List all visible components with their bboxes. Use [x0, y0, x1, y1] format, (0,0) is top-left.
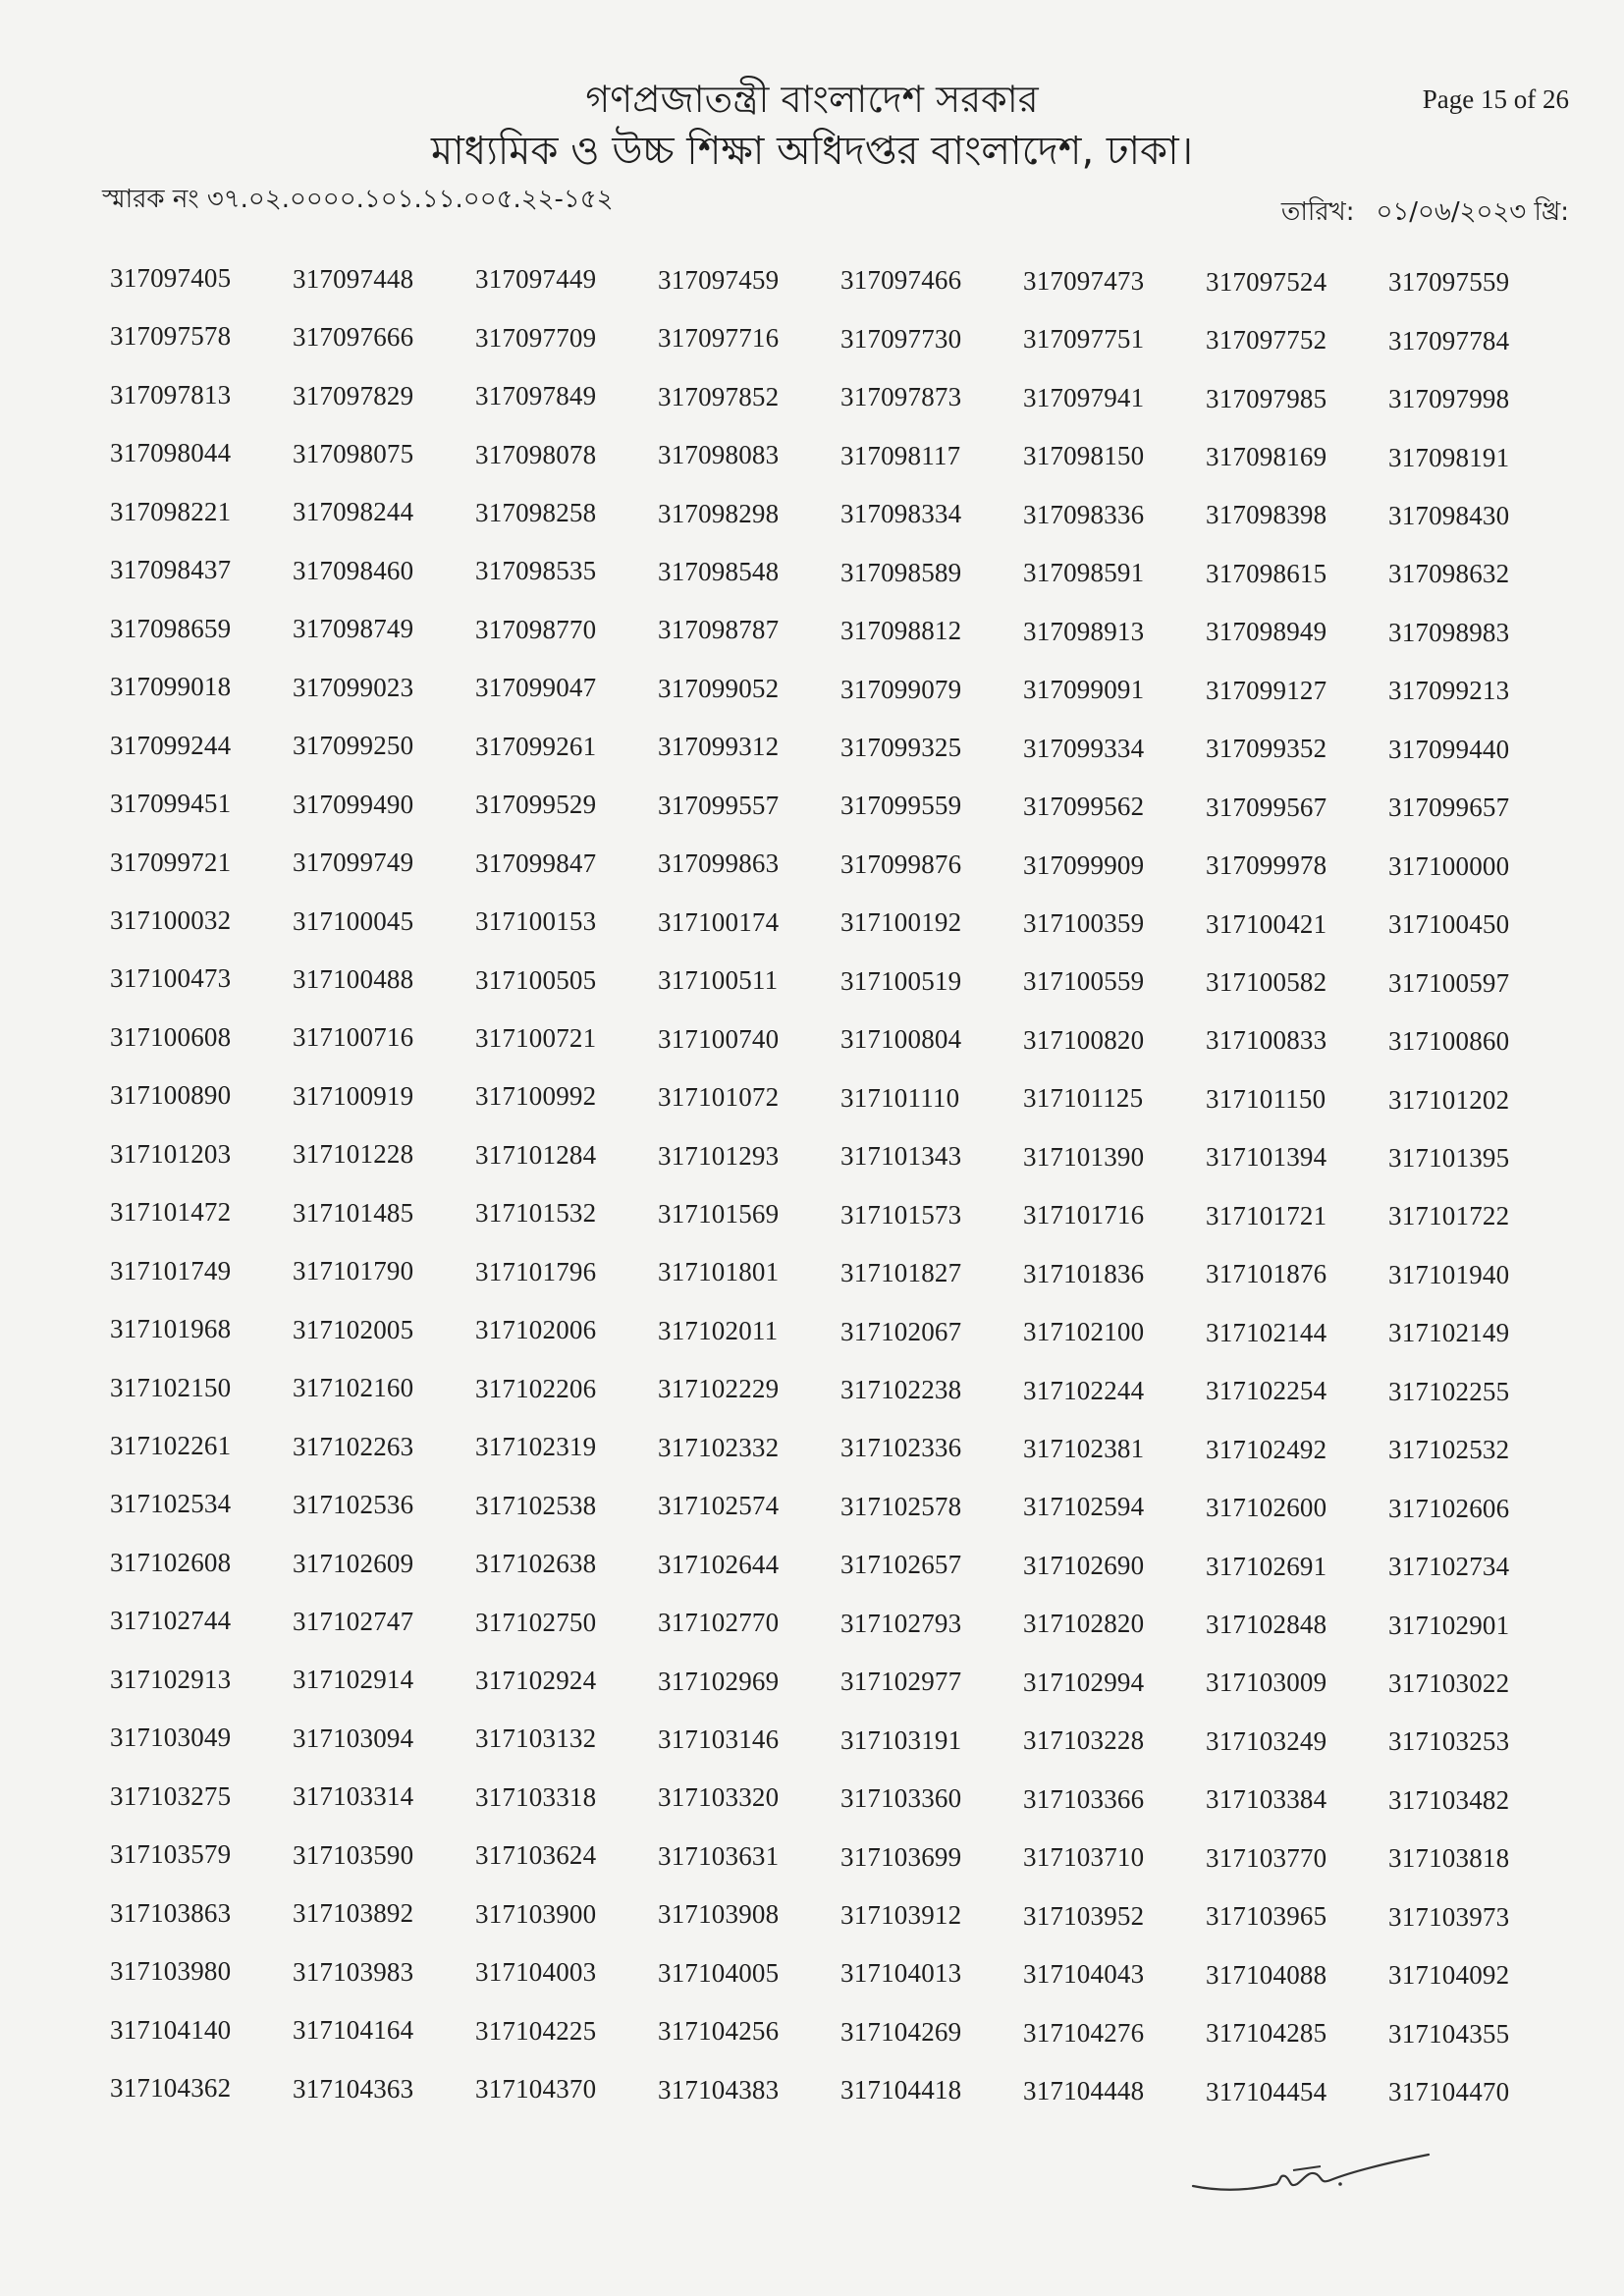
- table-row: [110, 2016, 1583, 2075]
- roll-number-cell: 317102144: [1206, 1317, 1327, 1347]
- roll-number-cell: 317101876: [1206, 1259, 1327, 1289]
- roll-number-cell: 317100721: [475, 1023, 597, 1054]
- roll-number-cell: 317102901: [1388, 1610, 1510, 1640]
- roll-number-cell: 317099721: [110, 847, 232, 877]
- roll-number-cell: 317100174: [658, 906, 780, 937]
- roll-number-cell: 317103952: [1023, 1900, 1145, 1931]
- roll-number-cell: 317103320: [658, 1782, 780, 1813]
- roll-number-cell: 317104363: [293, 2073, 414, 2104]
- roll-number-grid: [110, 263, 1583, 2133]
- roll-number-cell: 317099909: [1023, 849, 1145, 880]
- roll-number-cell: 317097752: [1206, 325, 1327, 355]
- roll-number-cell: 317097941: [1023, 382, 1145, 412]
- roll-number-cell: 317099352: [1206, 734, 1327, 764]
- roll-number-cell: 317097448: [293, 263, 414, 294]
- roll-number-cell: 317100890: [110, 1080, 232, 1111]
- roll-number-cell: 317097873: [840, 382, 962, 412]
- roll-number-cell: 317102793: [840, 1608, 962, 1638]
- roll-number-cell: 317102100: [1023, 1317, 1145, 1347]
- roll-number-cell: 317098913: [1023, 616, 1145, 646]
- table-row: [110, 1023, 1583, 1082]
- roll-number-cell: 317100511: [658, 965, 779, 996]
- roll-number-cell: 317097473: [1023, 266, 1145, 296]
- roll-number-cell: 317102638: [475, 1549, 597, 1579]
- roll-number-cell: 317101228: [293, 1139, 414, 1170]
- roll-number-cell: 317097524: [1206, 266, 1327, 297]
- roll-number-cell: 317102747: [293, 1606, 414, 1636]
- table-row: [110, 380, 1583, 439]
- roll-number-cell: 317104256: [658, 2016, 780, 2047]
- roll-number-cell: 317099847: [475, 847, 597, 878]
- roll-number-cell: 317099334: [1023, 733, 1145, 763]
- roll-number-cell: 317104362: [110, 2072, 232, 2103]
- roll-number-cell: 317097716: [658, 323, 780, 354]
- table-row: [110, 964, 1583, 1023]
- roll-number-cell: 317103818: [1388, 1843, 1510, 1874]
- roll-number-cell: 317099091: [1023, 675, 1145, 705]
- roll-number-cell: 317102969: [658, 1666, 780, 1696]
- roll-number-cell: 317103366: [1023, 1783, 1145, 1814]
- roll-number-cell: 317102744: [110, 1606, 232, 1636]
- roll-number-cell: 317104003: [475, 1957, 597, 1988]
- roll-number-cell: 317104470: [1388, 2077, 1510, 2107]
- roll-number-cell: 317103983: [293, 1956, 414, 1987]
- roll-number-cell: 317098221: [110, 496, 232, 526]
- roll-number-cell: 317102913: [110, 1664, 232, 1694]
- roll-number-cell: 317102263: [293, 1431, 414, 1461]
- roll-number-cell: 317098258: [475, 498, 597, 527]
- roll-number-cell: 317098548: [658, 557, 780, 587]
- roll-number-cell: 317104355: [1388, 2018, 1510, 2049]
- table-row: [110, 556, 1583, 615]
- roll-number-cell: 317101202: [1388, 1084, 1510, 1115]
- signature-icon: [1183, 2141, 1438, 2210]
- roll-number-cell: 317101125: [1023, 1083, 1144, 1114]
- roll-number-cell: 317102977: [840, 1667, 962, 1697]
- roll-number-cell: 317102244: [1023, 1375, 1145, 1405]
- roll-number-cell: 317103009: [1206, 1667, 1327, 1698]
- roll-number-cell: 317104088: [1206, 1959, 1327, 1990]
- roll-number-cell: 317100192: [840, 907, 962, 938]
- roll-number-cell: 317098244: [293, 497, 414, 527]
- roll-number-cell: 317103590: [293, 1839, 414, 1870]
- roll-number-cell: 317103482: [1388, 1784, 1510, 1815]
- roll-number-cell: 317102609: [293, 1548, 414, 1578]
- roll-number-cell: 317102229: [658, 1374, 780, 1404]
- roll-number-cell: 317099312: [658, 732, 780, 762]
- roll-number-cell: 317101472: [110, 1197, 232, 1228]
- roll-number-cell: 317098075: [293, 438, 414, 468]
- memo-number: স্মারক নং ৩৭.০২.০০০০.১০১.১১.০০৫.২২-১৫২: [102, 185, 614, 214]
- roll-number-cell: 317103579: [110, 1839, 232, 1870]
- roll-number-cell: 317102750: [475, 1607, 597, 1637]
- roll-number-cell: 317099876: [840, 848, 962, 879]
- roll-number-cell: 317101150: [1206, 1083, 1326, 1114]
- table-row: [110, 1608, 1583, 1667]
- roll-number-cell: 317102578: [840, 1491, 962, 1521]
- roll-number-cell: 317102734: [1388, 1552, 1510, 1582]
- roll-number-cell: 317102770: [658, 1608, 780, 1638]
- roll-number-cell: 317100820: [1023, 1024, 1145, 1055]
- roll-number-cell: 317099451: [110, 789, 232, 819]
- roll-number-cell: 317102574: [658, 1491, 780, 1521]
- roll-number-cell: 317103710: [1023, 1842, 1145, 1873]
- roll-number-cell: 317104383: [658, 2074, 780, 2105]
- roll-number-cell: 317102006: [475, 1315, 597, 1345]
- roll-number-cell: 317101722: [1388, 1201, 1510, 1231]
- roll-number-cell: 317097784: [1388, 325, 1510, 355]
- roll-number-cell: 317101110: [840, 1082, 960, 1113]
- roll-number-cell: 317097405: [110, 263, 232, 293]
- roll-number-cell: 317097709: [475, 322, 597, 353]
- table-row: [110, 1081, 1583, 1140]
- roll-number-cell: 317103022: [1388, 1668, 1510, 1698]
- roll-number-cell: 317099557: [658, 790, 780, 820]
- roll-number-cell: 317102690: [1023, 1550, 1145, 1580]
- table-row: [110, 1198, 1583, 1257]
- table-row: [110, 1315, 1583, 1374]
- roll-number-cell: 317100359: [1023, 907, 1145, 938]
- roll-number-cell: 317098336: [1023, 499, 1145, 529]
- roll-number-cell: 317101749: [110, 1255, 232, 1285]
- roll-number-cell: 317098078: [475, 439, 597, 469]
- roll-number-cell: 317100421: [1206, 908, 1327, 939]
- roll-number-cell: 317099567: [1206, 792, 1327, 822]
- roll-number-cell: 317101284: [475, 1139, 597, 1170]
- roll-number-cell: 317097666: [293, 322, 414, 353]
- roll-number-cell: 317101940: [1388, 1259, 1510, 1289]
- roll-number-cell: 317102336: [840, 1433, 962, 1463]
- roll-number-cell: 317097578: [110, 321, 232, 352]
- roll-number-cell: 317101836: [1023, 1258, 1145, 1288]
- roll-number-cell: 317098117: [840, 440, 961, 470]
- roll-number-cell: 317098659: [110, 613, 232, 643]
- roll-number-cell: 317101485: [293, 1197, 414, 1228]
- roll-number-cell: 317100833: [1206, 1025, 1327, 1056]
- table-row: [110, 1724, 1583, 1783]
- roll-number-cell: 317101394: [1206, 1142, 1327, 1173]
- roll-number-cell: 317100804: [840, 1024, 962, 1055]
- table-row: [110, 1549, 1583, 1608]
- roll-number-cell: 317100488: [293, 964, 414, 994]
- roll-number-cell: 317101343: [840, 1141, 962, 1172]
- roll-number-cell: 317098334: [840, 499, 962, 529]
- roll-number-cell: 317103049: [110, 1722, 232, 1753]
- roll-number-cell: 317099047: [475, 673, 597, 703]
- roll-number-cell: 317104269: [840, 2016, 962, 2047]
- roll-number-cell: 317103094: [293, 1722, 414, 1753]
- roll-number-cell: 317104448: [1023, 2075, 1145, 2105]
- roll-number-cell: 317099127: [1206, 675, 1327, 705]
- roll-number-cell: 317099079: [840, 674, 962, 704]
- table-row: [110, 1374, 1583, 1433]
- roll-number-cell: 317102492: [1206, 1434, 1327, 1464]
- roll-number-cell: 317100992: [475, 1081, 597, 1112]
- roll-number-cell: 317099657: [1388, 793, 1510, 823]
- roll-number-cell: 317101203: [110, 1138, 232, 1169]
- table-row: [110, 1491, 1583, 1550]
- table-row: [110, 439, 1583, 498]
- roll-number-cell: 317102536: [293, 1490, 414, 1520]
- roll-number-cell: 317098535: [475, 556, 597, 586]
- roll-number-cell: 317100450: [1388, 909, 1510, 940]
- roll-number-cell: 317102005: [293, 1314, 414, 1344]
- roll-number-cell: 317097730: [840, 323, 962, 354]
- roll-number-cell: 317099244: [110, 730, 232, 760]
- roll-number-cell: 317097466: [840, 265, 962, 296]
- roll-number-cell: 317097998: [1388, 384, 1510, 414]
- roll-number-cell: 317098437: [110, 555, 232, 585]
- roll-number-cell: 317100608: [110, 1021, 232, 1052]
- roll-number-cell: 317098430: [1388, 501, 1510, 530]
- roll-number-cell: 317104454: [1206, 2076, 1327, 2106]
- table-row: [110, 497, 1583, 556]
- roll-number-cell: 317097559: [1388, 267, 1510, 298]
- roll-number-cell: 317102820: [1023, 1609, 1145, 1639]
- table-row: [110, 614, 1583, 673]
- roll-number-cell: 317103275: [110, 1780, 232, 1811]
- roll-number-cell: 317102594: [1023, 1492, 1145, 1522]
- table-row: [110, 673, 1583, 732]
- roll-number-cell: 317104140: [110, 2014, 232, 2045]
- roll-number-cell: 317101721: [1206, 1200, 1327, 1230]
- roll-number-cell: 317103770: [1206, 1842, 1327, 1873]
- roll-number-cell: 317099052: [658, 673, 780, 703]
- roll-number-cell: 317104043: [1023, 1959, 1145, 1990]
- roll-number-cell: 317102848: [1206, 1609, 1327, 1639]
- roll-number-cell: 317102924: [475, 1666, 597, 1695]
- roll-number-cell: 317099529: [475, 790, 597, 820]
- roll-number-cell: 317104418: [840, 2075, 962, 2105]
- roll-number-cell: 317100000: [1388, 850, 1510, 881]
- roll-number-cell: 317102150: [110, 1372, 232, 1402]
- government-title: গণপ্রজাতন্ত্রী বাংলাদেশ সরকার: [585, 78, 1039, 121]
- roll-number-cell: 317102238: [840, 1374, 962, 1404]
- roll-number-cell: 317103908: [658, 1899, 780, 1930]
- roll-number-cell: 317101801: [658, 1257, 780, 1287]
- roll-number-cell: 317102381: [1023, 1434, 1145, 1463]
- roll-number-cell: 317097849: [475, 381, 597, 411]
- roll-number-cell: 317104225: [475, 2015, 597, 2046]
- roll-number-cell: 317102067: [840, 1316, 962, 1346]
- roll-number-cell: 317103249: [1206, 1725, 1327, 1756]
- roll-number-cell: 317103631: [658, 1840, 780, 1871]
- roll-number-cell: 317100505: [475, 964, 597, 995]
- roll-number-cell: 317103863: [110, 1897, 232, 1928]
- roll-number-cell: 317100032: [110, 904, 232, 935]
- roll-number-cell: 317100919: [293, 1080, 414, 1111]
- roll-number-cell: 317097852: [658, 381, 780, 411]
- roll-number-cell: 317100559: [1023, 966, 1145, 997]
- roll-number-cell: 317103360: [840, 1783, 962, 1814]
- roll-number-cell: 317099325: [840, 733, 962, 762]
- roll-number-cell: 317099559: [840, 791, 962, 821]
- roll-number-cell: 317098787: [658, 615, 780, 645]
- roll-number-cell: 317102606: [1388, 1493, 1510, 1523]
- roll-number-cell: 317102149: [1388, 1318, 1510, 1348]
- roll-number-cell: 317099490: [293, 789, 414, 819]
- roll-number-cell: 317099440: [1388, 734, 1510, 764]
- roll-number-cell: 317098460: [293, 555, 414, 585]
- roll-number-cell: 317102644: [658, 1549, 780, 1579]
- table-row: [110, 1782, 1583, 1841]
- roll-number-cell: 317103965: [1206, 1901, 1327, 1932]
- roll-number-cell: 317104370: [475, 2074, 597, 2105]
- roll-number-cell: 317099023: [293, 672, 414, 702]
- table-row: [110, 1958, 1583, 2017]
- roll-number-cell: 317101569: [658, 1198, 780, 1229]
- roll-number-cell: 317101790: [293, 1256, 414, 1286]
- roll-number-cell: 317098949: [1206, 617, 1327, 647]
- roll-number-cell: 317099749: [293, 847, 414, 878]
- roll-number-cell: 317103699: [840, 1841, 962, 1872]
- roll-number-cell: 317101390: [1023, 1141, 1145, 1172]
- roll-number-cell: 317102608: [110, 1547, 232, 1577]
- table-row: [110, 790, 1583, 848]
- roll-number-cell: 317102319: [475, 1432, 597, 1462]
- roll-number-cell: 317098150: [1023, 441, 1145, 471]
- roll-number-cell: 317098169: [1206, 441, 1327, 471]
- roll-number-cell: 317097449: [475, 264, 597, 295]
- roll-number-cell: 317100153: [475, 906, 597, 937]
- roll-number-cell: 317097459: [658, 264, 780, 295]
- roll-number-cell: 317104005: [658, 1957, 780, 1988]
- roll-number-cell: 317102261: [110, 1431, 232, 1460]
- table-row: [110, 263, 1583, 322]
- roll-number-cell: 317104013: [840, 1958, 962, 1989]
- roll-number-cell: 317099863: [658, 848, 780, 879]
- roll-number-cell: 317100519: [840, 965, 962, 996]
- department-title: মাধ্যমিক ও উচ্চ শিক্ষা অধিদপ্তর বাংলাদেশ, ঢাকা।: [430, 129, 1194, 174]
- roll-number-cell: 317100716: [293, 1022, 414, 1053]
- roll-number-cell: 317098749: [293, 614, 414, 644]
- roll-number-cell: 317099250: [293, 731, 414, 761]
- roll-number-cell: 317101573: [840, 1199, 962, 1230]
- roll-number-cell: 317102254: [1206, 1376, 1327, 1406]
- table-row: [110, 1140, 1583, 1199]
- table-row: [110, 1666, 1583, 1724]
- table-row: [110, 906, 1583, 965]
- roll-number-cell: 317103912: [840, 1899, 962, 1930]
- roll-number-cell: 317098615: [1206, 558, 1327, 588]
- roll-number-cell: 317103892: [293, 1898, 414, 1929]
- roll-number-cell: 317102534: [110, 1489, 232, 1519]
- roll-number-cell: 317104276: [1023, 2017, 1145, 2048]
- roll-number-cell: 317103973: [1388, 1901, 1510, 1932]
- date-label: তারিখ:: [1280, 197, 1355, 227]
- roll-number-cell: 317103318: [475, 1781, 597, 1812]
- roll-number-cell: 317098398: [1206, 500, 1327, 530]
- roll-number-cell: 317100860: [1388, 1026, 1510, 1057]
- roll-number-cell: 317103253: [1388, 1726, 1510, 1757]
- roll-number-cell: 317101796: [475, 1256, 597, 1286]
- roll-number-cell: 317098083: [658, 440, 780, 470]
- roll-number-cell: 317099213: [1388, 676, 1510, 706]
- table-row: [110, 1899, 1583, 1958]
- roll-number-cell: 317101293: [658, 1140, 780, 1171]
- roll-number-cell: 317103132: [475, 1723, 597, 1754]
- roll-number-cell: 317100740: [658, 1023, 780, 1054]
- page-number: Page 15 of 26: [1422, 84, 1569, 114]
- roll-number-cell: 317098589: [840, 557, 962, 587]
- roll-number-cell: 317102332: [658, 1432, 780, 1462]
- roll-number-cell: 317103900: [475, 1898, 597, 1929]
- roll-number-cell: 317101716: [1023, 1200, 1145, 1230]
- roll-number-cell: 317101532: [475, 1198, 597, 1229]
- roll-number-cell: 317101827: [840, 1258, 962, 1288]
- roll-number-cell: 317097813: [110, 379, 232, 410]
- roll-number-cell: 317098191: [1388, 442, 1510, 472]
- roll-number-cell: 317101072: [658, 1082, 780, 1113]
- roll-number-cell: 317099562: [1023, 792, 1145, 822]
- roll-number-cell: 317102600: [1206, 1493, 1327, 1523]
- roll-number-cell: 317101395: [1388, 1142, 1510, 1173]
- roll-number-cell: 317103314: [293, 1781, 414, 1812]
- roll-number-cell: 317103384: [1206, 1784, 1327, 1815]
- roll-number-cell: 317103228: [1023, 1725, 1145, 1756]
- roll-number-cell: 317102691: [1206, 1551, 1327, 1581]
- table-row: [110, 2072, 1583, 2134]
- roll-number-cell: 317102994: [1023, 1667, 1145, 1697]
- roll-number-cell: 317097985: [1206, 383, 1327, 413]
- roll-number-cell: 317102160: [293, 1373, 414, 1403]
- roll-number-cell: 317102532: [1388, 1435, 1510, 1465]
- roll-number-cell: 317099261: [475, 731, 597, 761]
- roll-number-cell: 317103191: [840, 1724, 962, 1755]
- table-row: [110, 731, 1583, 790]
- roll-number-cell: 317098632: [1388, 559, 1510, 589]
- roll-number-cell: 317098770: [475, 614, 597, 644]
- roll-number-cell: 317100597: [1388, 967, 1510, 998]
- roll-number-cell: 317100473: [110, 963, 232, 994]
- roll-number-cell: 317102914: [293, 1665, 414, 1695]
- roll-number-cell: 317099018: [110, 672, 232, 702]
- roll-number-cell: 317102011: [658, 1315, 779, 1345]
- roll-number-cell: 317103146: [658, 1724, 780, 1755]
- roll-number-cell: 317102255: [1388, 1376, 1510, 1406]
- roll-number-cell: 317098298: [658, 498, 780, 528]
- roll-number-cell: 317102657: [840, 1550, 962, 1580]
- roll-number-cell: 317098044: [110, 438, 232, 468]
- roll-number-cell: 317104285: [1206, 2018, 1327, 2049]
- roll-number-cell: 317104092: [1388, 1960, 1510, 1991]
- roll-number-cell: 317099978: [1206, 850, 1327, 881]
- roll-number-cell: 317100582: [1206, 967, 1327, 997]
- roll-number-cell: 317103980: [110, 1956, 232, 1987]
- roll-number-cell: 317103624: [475, 1840, 597, 1871]
- table-row: [110, 1841, 1583, 1900]
- table-row: [110, 847, 1583, 906]
- table-row: [110, 1257, 1583, 1316]
- date-value: ০১/০৬/২০২৩ খ্রি:: [1376, 197, 1569, 227]
- roll-number-cell: 317097829: [293, 380, 414, 410]
- roll-number-cell: 317098983: [1388, 617, 1510, 647]
- table-row: [110, 322, 1583, 381]
- roll-number-cell: 317097751: [1023, 324, 1145, 355]
- roll-number-cell: 317100045: [293, 905, 414, 936]
- date-block: [1281, 191, 1569, 235]
- roll-number-cell: 317098812: [840, 616, 962, 646]
- table-row: [110, 1432, 1583, 1491]
- roll-number-cell: 317098591: [1023, 558, 1145, 588]
- roll-number-cell: 317102206: [475, 1373, 597, 1403]
- roll-number-cell: 317104164: [293, 2015, 414, 2046]
- roll-number-cell: 317101968: [110, 1314, 232, 1344]
- roll-number-cell: 317102538: [475, 1490, 597, 1520]
